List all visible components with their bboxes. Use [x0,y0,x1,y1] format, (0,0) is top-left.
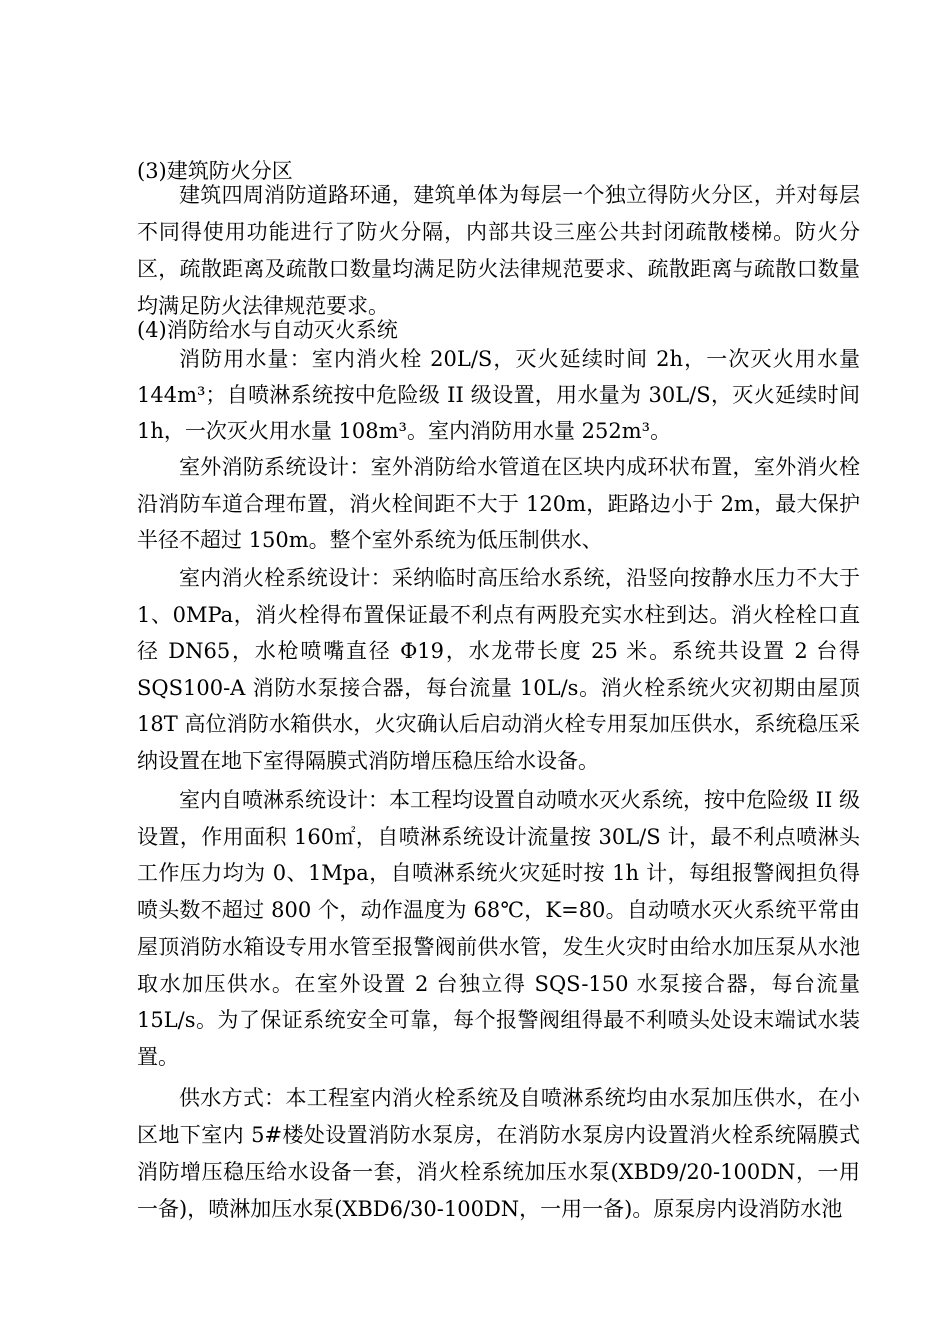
paragraph-indoor-hydrant-system: 室内消火栓系统设计：采纳临时高压给水系统，沿竖向按静水压力不大于 1、0MPa，消火栓得布置保证最不利点有两股充实水柱到达。消火栓栓口直径 DN65，水枪喷嘴直径 Φ19，水龙带长度 25 米。系统共设置 2 台得 SQS100-A 消防水泵接合器，每台流量 10L/s。消火栓系统火灾初期由屋顶 18T 高位消防水箱供水，火灾确认后启动消火栓专用泵加压供水，系统稳压采纳设置在地下室得隔膜式消防增压稳压给水设备。 [137,566,860,773]
paragraph-fire-compartment: 建筑四周消防道路环通，建筑单体为每层一个独立得防火分区，并对每层不同得使用功能进行了防火分隔，内部共设三座公共封闭疏散楼梯。防火分区，疏散距离及疏散口数量均满足防火法律规范要求、疏散距离与疏散口数量均满足防火法律规范要求。 [137,183,860,318]
paragraph-sprinkler-system: 室内自喷淋系统设计：本工程均设置自动喷水灭火系统，按中危险级 II 级设置，作用面积 160㎡，自喷淋系统设计流量按 30L/S 计，最不利点喷淋头工作压力均为 0、1Mpa，自喷淋系统火灾延时按 1h 计，每组报警阀担负得喷头数不超过 800 个，动作温度为 68℃，K=80。自动喷水灭火系统平常由屋顶消防水箱设专用水管至报警阀前供水管，发生火灾时由给水加压泵从水池取水加压供水。在室外设置 2 台独立得 SQS-150 水泵接合器，每台流量 15L/s。为了保证系统安全可靠，每个报警阀组得最不利喷头处设末端试水装置。 [137,788,860,1069]
paragraph-fire-water-demand: 消防用水量：室内消火栓 20L/S，灭火延续时间 2h，一次灭火用水量 144m³；自喷淋系统按中危险级 II 级设置，用水量为 30L/S，灭火延续时间 1h，一次灭火用水量 108m³。室内消防用水量 252m³。 [137,347,860,443]
paragraph-outdoor-fire-system: 室外消防系统设计：室外消防给水管道在区块内成环状布置，室外消火栓沿消防车道合理布置，消火栓间距不大于 120m，距路边小于 2m，最大保护半径不超过 150m。整个室外系统为低压制供水、 [137,455,860,552]
paragraph-water-supply-method: 供水方式：本工程室内消火栓系统及自喷淋系统均由水泵加压供水，在小区地下室内 5#楼处设置消防水泵房，在消防水泵房内设置消火栓系统隔膜式消防增压稳压给水设备一套，消火栓系统加压水泵(XBD9/20-100DN，一用一备)，喷淋加压水泵(XBD6/30-100DN，一用一备)。原泵房内设消防水池 [137,1086,860,1221]
section-heading-fire-water-supply: (4)消防给水与自动灭火系统 [137,318,398,342]
section-heading-fire-compartment: (3)建筑防火分区 [137,159,293,183]
